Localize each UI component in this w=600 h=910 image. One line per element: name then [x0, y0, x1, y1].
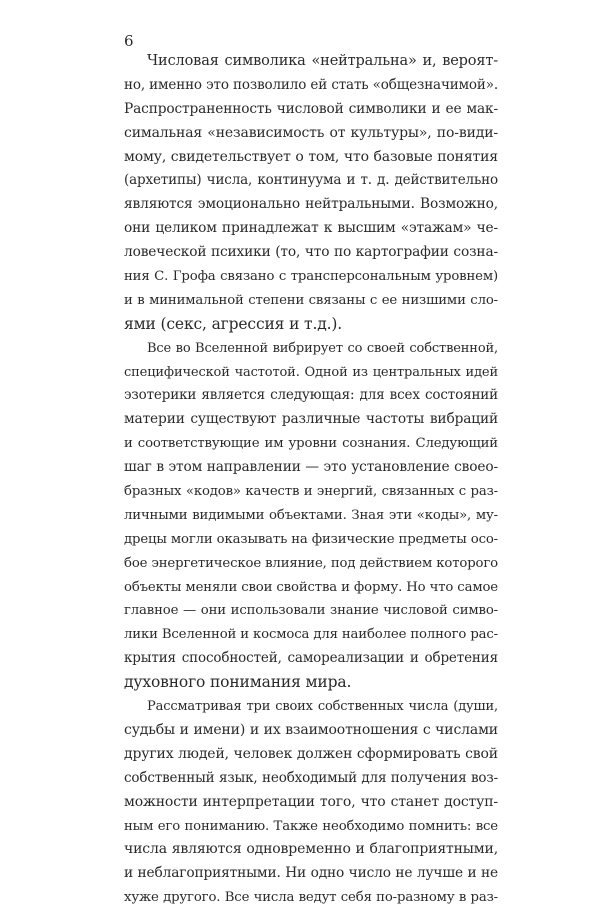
text-line: ловеческой психики (то, что по картографии созна- [124, 244, 498, 261]
text-line: мому, свидетельствует о том, что базовые понятия [124, 148, 498, 165]
text-line: Распространенность числовой символики и ее мак- [124, 100, 498, 117]
body-text [124, 50, 498, 910]
text-line: являются эмоционально нейтральными. Возможно, [124, 196, 498, 213]
text-line: и соответствующие им уровни сознания. Следующий [124, 436, 498, 452]
page-number: 6 [124, 32, 134, 50]
text-line: дрецы могли оказывать на физические предметы осо- [124, 531, 498, 547]
text-line: эзотерики является следующая: для всех состояний [124, 387, 498, 404]
text-line: материи существуют различные частоты вибраций [124, 411, 498, 428]
text-line: лики Вселенной и космоса для наиболее полного рас- [124, 627, 498, 643]
text-line: хуже другого. Все числа ведут себя по-разному в раз- [124, 890, 498, 906]
text-line: специфической частотой. Одной из центральных идей [124, 364, 498, 380]
text-line: собственный язык, необходимый для получения воз- [124, 769, 498, 786]
text-line: симальная «независимость от культуры», по-види- [124, 124, 498, 141]
text-line: и в минимальной степени связаны с ее низшими сло- [124, 292, 498, 308]
text-line: можности интерпретации того, что станет доступ- [124, 793, 498, 810]
text-line: ями (секс, агрессия и т.д.). [124, 314, 343, 333]
text-line: Рассматривая три своих собственных числа (души, [147, 699, 498, 715]
text-line: ным его пониманию. Также необходимо помнить: все [124, 818, 498, 834]
text-line: ния С. Грофа связано с трансперсональным уровнем) [124, 269, 498, 285]
text-line: бразных «кодов» качеств и энергий, связанных с раз- [124, 484, 498, 500]
text-line: бое энергетическое влияние, под действием которого [124, 555, 498, 571]
text-line: крытия способностей, самореализации и обретения [124, 650, 498, 667]
text-line: главное — они использовали знание числовой симво- [124, 603, 498, 619]
text-line: (архетипы) числа, континуума и т. д. действительно [124, 172, 498, 189]
text-line: но, именно это позволило ей стать «общезначимой». [124, 76, 498, 93]
text-line: судьбы и имени) и их взаимоотношения с числами [124, 721, 498, 738]
text-line: Числовая символика «нейтральна» и, вероят- [147, 53, 498, 69]
text-line: других людей, человек должен сформировать свой [124, 745, 498, 762]
text-line: они целиком принадлежат к высшим «этажам» че- [124, 220, 498, 237]
text-line: и неблагоприятными. Ни одно число не лучше и не [124, 865, 498, 882]
text-line: шаг в этом направлении — это установление своео- [124, 459, 498, 476]
text-line: числа являются одновременно и благоприятными, [124, 841, 498, 858]
text-line: Все во Вселенной вибрирует со своей собственной, [147, 340, 498, 356]
text-line: личными видимыми объектами. Зная эти «коды», му- [124, 507, 498, 523]
text-line: духовного понимания мира. [124, 673, 352, 692]
text-line: объекты меняли свои свойства и форму. Но что самое [124, 579, 498, 595]
